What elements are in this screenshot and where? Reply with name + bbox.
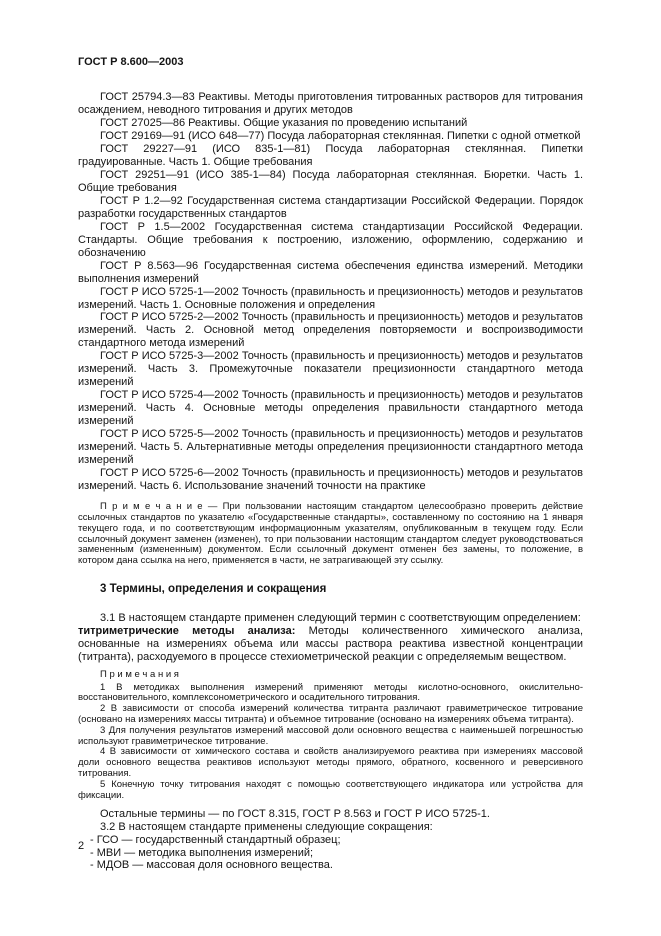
- reference-item: ГОСТ Р ИСО 5725-3—2002 Точность (правильность и прецизионность) методов и результатов измерений. Часть 3. Промежуточные показатели прецизионности стандартного метода измерений: [78, 350, 583, 389]
- running-header: ГОСТ Р 8.600—2003: [78, 56, 184, 68]
- reference-item: ГОСТ Р 1.2—92 Государственная система стандартизации Российской Федерации. Порядок разработки государственных стандартов: [78, 194, 583, 220]
- paragraph-3-2: 3.2 В настоящем стандарте применены следующие сокращения:: [100, 820, 433, 833]
- section-heading: 3 Термины, определения и сокращения: [100, 583, 327, 595]
- reference-item: ГОСТ 25794.3—83 Реактивы. Методы приготовления титрованных растворов для титрования осаждением, неводного титрования и других методов: [78, 91, 583, 116]
- reference-item: ГОСТ 27025—86 Реактивы. Общие указания по проведению испытаний: [100, 116, 468, 129]
- term-definition-text: Методы количественного химического анализа, основанные на измерениях объема или массы раствора реактива известной концентрации (титранта), расходуемого в процессе стехиометрической реакции с определяемым веществом.: [78, 624, 583, 663]
- reference-item: ГОСТ 29227—91 (ИСО 835-1—81) Посуда лабораторная стеклянная. Пипетки градуированные. Часть 1. Общие требования: [78, 142, 583, 168]
- reference-item: ГОСТ Р 1.5—2002 Государственная система стандартизации Российской Федерации. Стандарты. Общие требования к построению, изложению, оформлению, содержанию и обозначению: [78, 220, 583, 259]
- reference-item: ГОСТ 29251—91 (ИСО 385-1—84) Посуда лабораторная стеклянная. Бюретки. Часть 1. Общие требования: [78, 168, 583, 194]
- reference-item: ГОСТ Р 8.563—96 Государственная система обеспечения единства измерений. Методики выполнения измерений: [78, 259, 583, 285]
- note-item: 3 Для получения результатов измерений массовой доли основного вещества с наименьшей погрешностью используют гравиметрическое титрование.: [78, 724, 583, 747]
- abbreviation-item: - МДОВ — массовая доля основного вещества.: [90, 859, 333, 872]
- note-item: 1 В методиках выполнения измерений применяют методы кислотно-основного, окислительно-восстановительного, комплексонометрического и осадительного титрования.: [78, 681, 583, 704]
- abbreviation-item: - МВИ — методика выполнения измерений;: [90, 846, 314, 859]
- reference-item: ГОСТ Р ИСО 5725-6—2002 Точность (правильность и прецизионность) методов и результатов измерений. Часть 6. Использование значений точности на практике: [78, 467, 583, 493]
- note-item: 4 В зависимости от химического состава и свойств анализируемого реактива при измерениях массовой доли основного вещества реактивов используют методы прямого, обратного, косвенного и реверсивного титрования.: [78, 746, 583, 780]
- note-item: 5 Конечную точку титрования находят с помощью соответствующего индикатора или устройства для фиксации.: [78, 778, 583, 801]
- paragraph-other-terms: Остальные термины — по ГОСТ 8.315, ГОСТ Р 8.563 и ГОСТ Р ИСО 5725-1.: [100, 807, 490, 820]
- references-note: П р и м е ч а н и е — При пользовании настоящим стандартом целесообразно проверить действие ссылочных стандартов по указателю «Государственные стандарты», составленному по состоянию на 1 января текущего года, и по соответствующим информационным указателям, опубликованным в текущем году. Если ссылочный документ заменен (изменен), то при пользовании настоящим стандартом следует руководствоваться замененным (измененным) документом. Если ссылочный документ отменен без замены, то положение, в котором дана ссылка на него, применяется в части, не затрагивающей эту ссылку.: [78, 501, 583, 567]
- page-content: [78, 91, 583, 872]
- notes-heading: П р и м е ч а н и я: [100, 668, 179, 680]
- reference-item: ГОСТ Р ИСО 5725-1—2002 Точность (правильность и прецизионность) методов и результатов измерений. Часть 1. Основные положения и определения: [78, 285, 583, 311]
- term-name: титриметрические методы анализа:: [78, 624, 296, 637]
- reference-item: ГОСТ 29169—91 (ИСО 648—77) Посуда лабораторная стеклянная. Пипетки с одной отметкой: [100, 129, 581, 142]
- term-definition-paragraph: [78, 625, 583, 664]
- paragraph-3-1: 3.1 В настоящем стандарте применен следующий термин с соответствующим определением:: [100, 611, 581, 624]
- reference-item: ГОСТ Р ИСО 5725-2—2002 Точность (правильность и прецизионность) методов и результатов измерений. Часть 2. Основной метод определения повторяемости и воспроизводимости стандартного метода измерений: [78, 311, 583, 350]
- terms-notes-block: [78, 670, 583, 802]
- note-item: 2 В зависимости от способа измерений количества титранта различают гравиметрическое титрование (основано на измерениях массы титранта) и объемное титрование (основано на измерениях объема титранта).: [78, 703, 583, 725]
- page-number: 2: [78, 840, 85, 852]
- abbreviation-item: - ГСО — государственный стандартный образец;: [90, 833, 341, 846]
- reference-item: ГОСТ Р ИСО 5725-5—2002 Точность (правильность и прецизионность) методов и результатов измерений. Часть 5. Альтернативные методы определения прецизионности стандартного метода измерений: [78, 428, 583, 467]
- references-note-block: [78, 502, 583, 567]
- reference-item: ГОСТ Р ИСО 5725-4—2002 Точность (правильность и прецизионность) методов и результатов измерений. Часть 4. Основные методы определения правильности стандартного метода измерений: [78, 389, 583, 428]
